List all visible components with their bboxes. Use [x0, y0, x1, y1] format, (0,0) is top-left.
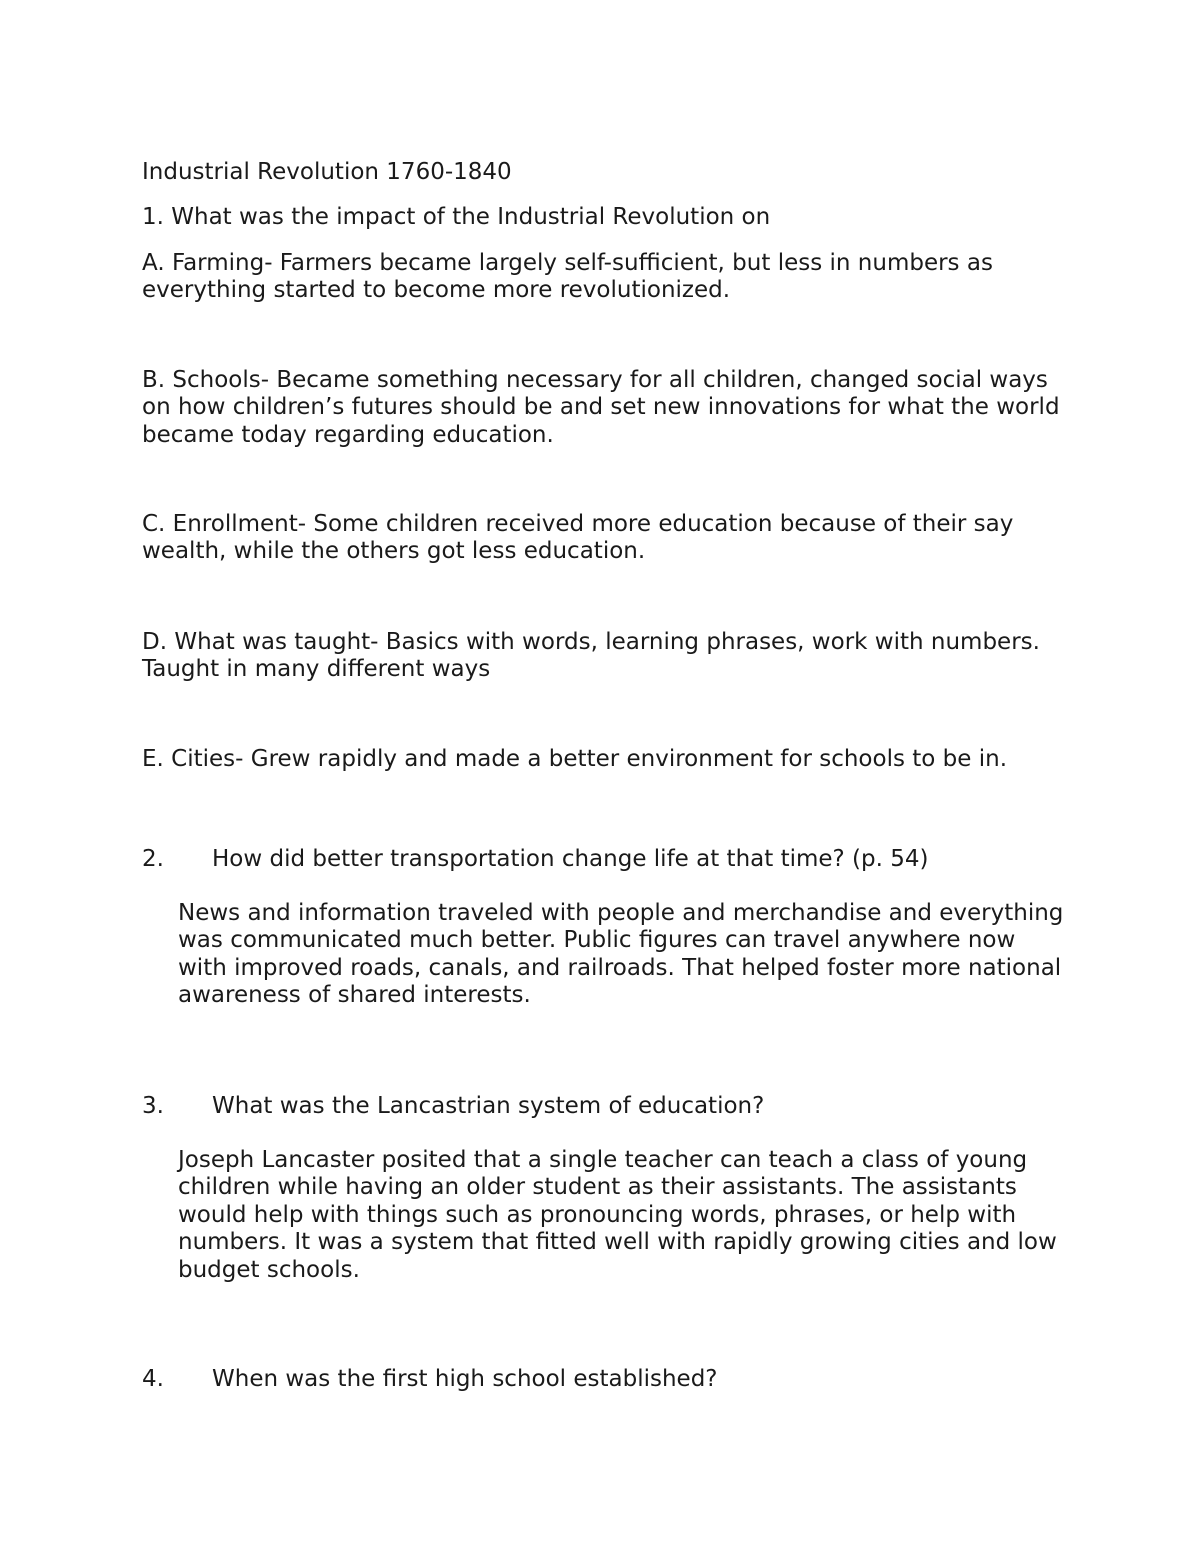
answer-1a-farming: A. Farming- Farmers became largely self-sufficient, but less in numbers as everything started to become more revolutionized. — [142, 250, 993, 304]
answer-1b-schools: B. Schools- Became something necessary for all children, changed social ways on how children’s futures should be and set new innovations for what the world became today regarding education. — [142, 367, 1060, 448]
question-3-number: 3. — [142, 1093, 164, 1119]
question-2-number: 2. — [142, 846, 164, 872]
answer-1e-cities: E. Cities- Grew rapidly and made a better environment for schools to be in. — [142, 746, 1008, 772]
question-1-prompt: 1. What was the impact of the Industrial Revolution on — [142, 204, 771, 230]
question-4-text: When was the first high school established? — [212, 1366, 718, 1392]
document-title: Industrial Revolution 1760-1840 — [142, 159, 512, 185]
answer-2: News and information traveled with people and merchandise and everything was communicated much better. Public figures can travel anywhere now with improved roads, canals, and railroads. That helped foster more national awareness of shared interests. — [178, 900, 1064, 1009]
answer-3: Joseph Lancaster posited that a single teacher can teach a class of young children while having an older student as their assistants. The assistants would help with things such as pronouncing words, phrases, or help with numbers. It was a system that fitted well with rapidly growing cities and low budget schools. — [178, 1147, 1057, 1283]
answer-1d-what-was-taught: D. What was taught- Basics with words, learning phrases, work with numbers. Taught in many different ways — [142, 629, 1040, 683]
question-3-text: What was the Lancastrian system of education? — [212, 1093, 765, 1119]
question-4-number: 4. — [142, 1366, 164, 1392]
answer-1c-enrollment: C. Enrollment- Some children received more education because of their say wealth, while the others got less education. — [142, 511, 1014, 565]
question-2-text: How did better transportation change life at that time? (p. 54) — [212, 846, 929, 872]
